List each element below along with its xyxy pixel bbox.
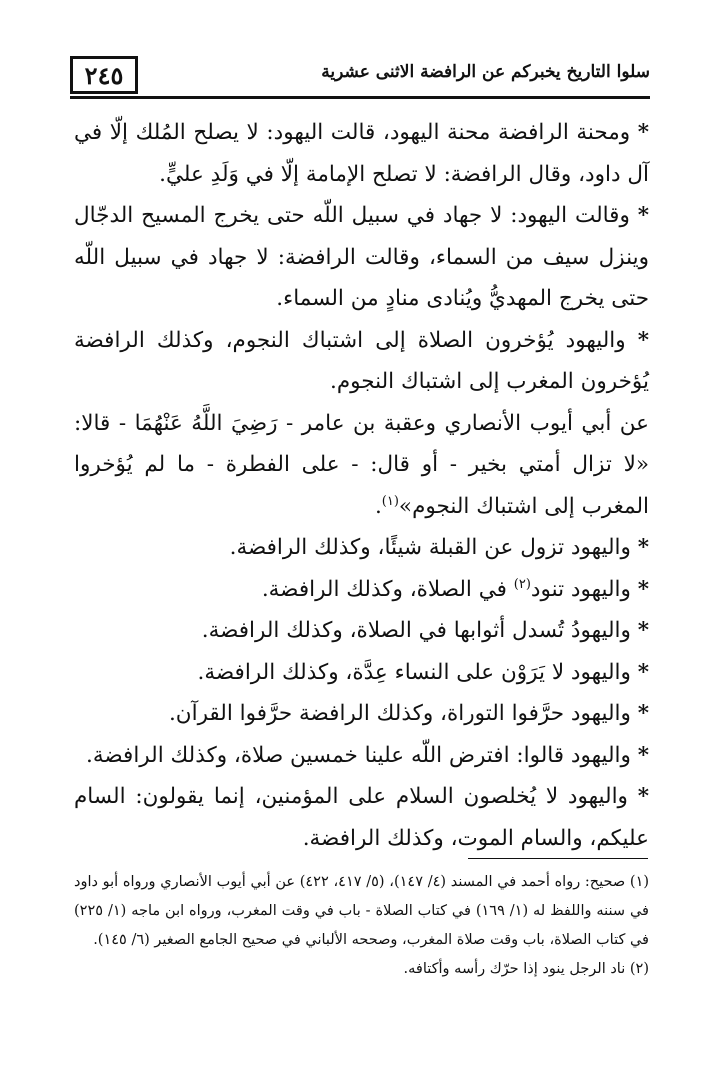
bullet-item-5 [74,693,649,735]
paragraph-3 [74,320,649,403]
paragraph-2-text: وقالت اليهود: لا جهاد في سبيل اللّه حتى يخرج المسيح الدجّال وينزل سيف من السماء، وقالت الرافضة: لا جهاد في سبيل اللّه حتى يخرج المهديُّ ويُنادى منادٍ من السماء. [74,203,649,311]
bullet-item-1 [74,527,649,569]
header-rule [70,96,650,99]
bullet-marker: * [637,327,649,353]
bullet-item-5-text: واليهود حرَّفوا التوراة، وكذلك الرافضة حرَّفوا القرآن. [168,701,631,726]
bullet-item-1-text: واليهود تزول عن القبلة شيئًا، وكذلك الرافضة. [229,535,631,560]
bullet-item-3 [74,610,649,652]
bullet-marker: * [637,535,649,560]
main-text [74,112,649,859]
bullet-item-3-text: واليهودُ تُسدل أثوابها في الصلاة، وكذلك الرافضة. [201,618,631,643]
paragraph-1 [74,112,649,195]
bullet-marker: * [637,784,649,809]
bullet-item-2 [74,569,649,611]
page-header [70,56,650,100]
paragraph-4-hadith [74,403,649,528]
bullet-item-4 [74,652,649,694]
bullet-item-7-text: واليهود لا يُخلصون السلام على المؤمنين، إنما يقولون: السام عليكم، والسام الموت، وكذلك الرافضة. [74,784,649,851]
paragraph-3-text: واليهود يُؤخرون الصلاة إلى اشتباك النجوم، وكذلك الرافضة يُؤخرون المغرب إلى اشتباك النجوم. [74,327,649,394]
bullet-item-2-text-end: في الصلاة، وكذلك الرافضة. [261,576,507,602]
footnote-1: (١) صحيح: رواه أحمد في المسند (٤/ ١٤٧)، (٥/ ٤١٧، ٤٢٢) عن أبي أيوب الأنصاري ورواه أبو داود في سننه واللفظ له (١/ ١٦٩) في كتاب الصلاة - باب في وقت المغرب، ورواه ابن ماجه (١/ ٢٢٥) في كتاب الصلاة، باب وقت صلاة المغرب، وصححه الألباني في صحيح الجامع الصغير (٦/ ١٤٥). [74,874,650,948]
paragraph-2 [74,195,649,320]
hadith-text: عن أبي أيوب الأنصاري وعقبة بن عامر - رَضِيَ اللَّهُ عَنْهُمَا - قالا: «لا تزال أمتي بخير - أو قال: - على الفطرة - ما لم يُؤخروا المغرب إلى اشتباك النجوم» [74,410,649,519]
bullet-marker: * [637,659,649,685]
bullet-marker: * [637,742,649,768]
footnote-2: (٢) ناد الرجل ينود إذا حرّك رأسه وأكتافه. [403,961,649,977]
footnote-separator [468,858,648,859]
running-title: سلوا التاريخ يخبركم عن الرافضة الاثنى عشرية [321,62,650,82]
bullet-item-2-text-start: واليهود تنود [530,576,631,602]
bullet-item-6-text: واليهود قالوا: افترض اللّه علينا خمسين صلاة، وكذلك الرافضة. [86,742,631,768]
bullet-marker: * [637,203,649,228]
page-number: ٢٤٥ [70,56,138,94]
bullet-marker: * [637,618,649,643]
hadith-end: . [374,493,382,519]
paragraph-1-text: ومحنة الرافضة محنة اليهود، قالت اليهود: لا يصلح المُلك إلّا في آل داود، وقال الرافضة: لا تصلح الإمامة إلّا في وَلَدِ عليٍّ. [74,120,649,187]
bullet-item-4-text: واليهود لا يَرَوْن على النساء عِدَّة، وكذلك الرافضة. [197,659,631,685]
bullet-item-7 [74,776,649,859]
bullet-marker: * [637,120,649,145]
bullet-item-6 [74,735,649,777]
bullet-marker: * [637,701,649,726]
bullet-marker: * [637,576,649,602]
footnote-ref-2: (٢) [513,576,531,592]
footnote-ref-1: (١) [381,493,399,509]
footnotes [74,868,649,984]
